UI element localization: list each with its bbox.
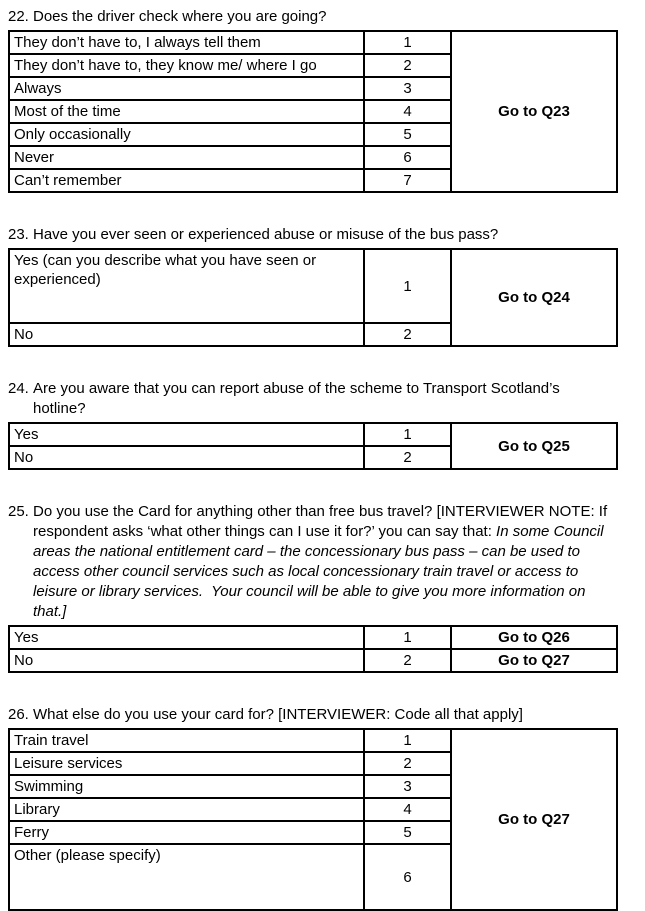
option-code-cell: 2 bbox=[364, 446, 451, 469]
goto-cell: Go to Q23 bbox=[451, 31, 617, 192]
question-text: Are you aware that you can report abuse of the scheme to Transport Scotland’s hotline? bbox=[33, 380, 560, 417]
option-row bbox=[9, 249, 617, 323]
option-label-cell: Yes (can you describe what you have seen or experienced) bbox=[9, 249, 364, 323]
q26-options-table bbox=[8, 728, 618, 911]
option-code-cell: 2 bbox=[364, 54, 451, 77]
question-text-normal: Do you use the Card for anything other than free bus travel? [INTERVIEWER NOTE: If respondent asks ‘what other things can I use it for?’ you can say that: bbox=[33, 503, 608, 540]
option-code-cell: 1 bbox=[364, 423, 451, 446]
option-code-cell: 3 bbox=[364, 775, 451, 798]
option-label-cell: Train travel bbox=[9, 729, 364, 752]
question-text-italic: In some Council areas the national entitlement card – the concessionary bus pass – can be used to access other council services such as local concessionary train travel or access to leisure or library services. Your council will be able to give you more information on that.] bbox=[33, 523, 604, 620]
question-text bbox=[33, 502, 616, 622]
question-22-title bbox=[8, 7, 616, 27]
option-row bbox=[9, 729, 617, 752]
option-code-cell: 2 bbox=[364, 752, 451, 775]
option-code-cell: 4 bbox=[364, 100, 451, 123]
option-label-cell: Library bbox=[9, 798, 364, 821]
option-row bbox=[9, 649, 617, 672]
option-code-cell: 1 bbox=[364, 729, 451, 752]
option-code-cell: 6 bbox=[364, 844, 451, 910]
question-26 bbox=[8, 705, 616, 911]
question-number: 22. bbox=[8, 8, 29, 25]
option-code-cell: 5 bbox=[364, 821, 451, 844]
option-code-cell: 1 bbox=[364, 31, 451, 54]
question-number: 23. bbox=[8, 226, 29, 243]
question-24-title bbox=[8, 379, 616, 419]
goto-cell: Go to Q24 bbox=[451, 249, 617, 346]
option-code-cell: 1 bbox=[364, 249, 451, 323]
option-label-cell: Ferry bbox=[9, 821, 364, 844]
option-label-cell: No bbox=[9, 446, 364, 469]
option-label-cell: Yes bbox=[9, 423, 364, 446]
document-page bbox=[8, 7, 645, 911]
q22-options-table bbox=[8, 30, 618, 193]
option-label-cell: Can’t remember bbox=[9, 169, 364, 192]
option-label-cell: Other (please specify) bbox=[9, 844, 364, 910]
option-label-cell: No bbox=[9, 323, 364, 346]
option-label-cell: They don’t have to, I always tell them bbox=[9, 31, 364, 54]
option-row bbox=[9, 31, 617, 54]
question-number: 26. bbox=[8, 706, 29, 723]
option-row bbox=[9, 626, 617, 649]
q25-options-table bbox=[8, 625, 618, 673]
option-code-cell: 2 bbox=[364, 323, 451, 346]
question-text: Have you ever seen or experienced abuse or misuse of the bus pass? bbox=[33, 226, 499, 243]
question-25 bbox=[8, 502, 616, 673]
goto-cell: Go to Q26 bbox=[451, 626, 617, 649]
goto-cell: Go to Q27 bbox=[451, 649, 617, 672]
question-text: What else do you use your card for? [INTERVIEWER: Code all that apply] bbox=[33, 706, 523, 723]
q23-options-table bbox=[8, 248, 618, 347]
option-label-cell: Leisure services bbox=[9, 752, 364, 775]
option-code-cell: 6 bbox=[364, 146, 451, 169]
option-label-cell: Only occasionally bbox=[9, 123, 364, 146]
question-24 bbox=[8, 379, 616, 470]
option-code-cell: 7 bbox=[364, 169, 451, 192]
option-code-cell: 4 bbox=[364, 798, 451, 821]
goto-cell: Go to Q25 bbox=[451, 423, 617, 469]
option-label-cell: Most of the time bbox=[9, 100, 364, 123]
question-25-title bbox=[8, 502, 616, 622]
question-26-title bbox=[8, 705, 616, 725]
question-22 bbox=[8, 7, 616, 193]
option-code-cell: 2 bbox=[364, 649, 451, 672]
question-23 bbox=[8, 225, 616, 347]
goto-cell: Go to Q27 bbox=[451, 729, 617, 910]
question-text: Does the driver check where you are going? bbox=[33, 8, 327, 25]
question-number: 24. bbox=[8, 380, 29, 397]
question-23-title bbox=[8, 225, 616, 245]
option-row bbox=[9, 423, 617, 446]
option-code-cell: 5 bbox=[364, 123, 451, 146]
option-label-cell: Always bbox=[9, 77, 364, 100]
q24-options-table bbox=[8, 422, 618, 470]
question-number: 25. bbox=[8, 503, 29, 520]
option-label-cell: No bbox=[9, 649, 364, 672]
option-code-cell: 3 bbox=[364, 77, 451, 100]
option-label-cell: Yes bbox=[9, 626, 364, 649]
option-label-cell: Never bbox=[9, 146, 364, 169]
option-code-cell: 1 bbox=[364, 626, 451, 649]
option-label-cell: Swimming bbox=[9, 775, 364, 798]
option-label-cell: They don’t have to, they know me/ where I go bbox=[9, 54, 364, 77]
